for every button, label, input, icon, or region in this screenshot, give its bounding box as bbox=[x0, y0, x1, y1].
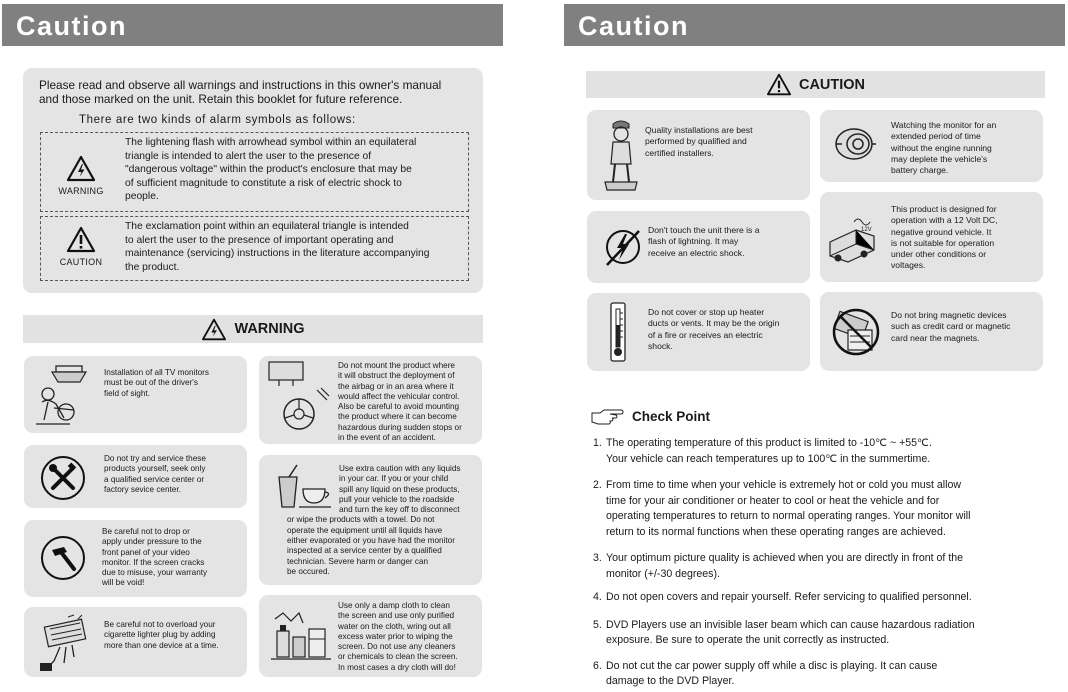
item-number: 4. bbox=[593, 591, 602, 603]
text-line: the screen and use only purified bbox=[338, 611, 455, 621]
text-line: hazardous during sudden stops or bbox=[338, 422, 462, 432]
check-point-line bbox=[593, 551, 975, 567]
intro-box bbox=[23, 68, 483, 293]
text-line: must be out of the driver's bbox=[104, 378, 198, 388]
warning-symbol-text bbox=[125, 136, 416, 204]
warning-card-monitor-sight bbox=[24, 356, 247, 433]
text-line: more than one device at a time. bbox=[104, 640, 219, 650]
text-line: ducts or vents. It may be the origin bbox=[648, 318, 780, 329]
text-line: flash of lightning. It may bbox=[648, 236, 739, 247]
text-line: "dangerous voltage" within the product's enclosure that may be bbox=[125, 164, 412, 176]
text-line: cigarette lighter plug by adding bbox=[104, 630, 216, 640]
text-line: From time to time when your vehicle is extremely hot or cold you must allow bbox=[606, 479, 962, 491]
lighter-plug-icon bbox=[38, 613, 94, 673]
text-line: return to its normal functions when these operating ranges are achieved. bbox=[606, 525, 946, 538]
caution-card-text bbox=[891, 204, 998, 272]
text-line: will be void! bbox=[102, 578, 145, 588]
warning-symbol-label: WARNING bbox=[58, 186, 104, 196]
text-line: Be careful not to drop or bbox=[102, 527, 190, 536]
text-line: receive an electric shock. bbox=[648, 247, 745, 258]
check-point-title: Check Point bbox=[632, 409, 711, 424]
text-line: certified installers. bbox=[645, 147, 714, 158]
text-line: such as credit card or magnetic bbox=[891, 321, 1011, 332]
thermometer-icon bbox=[609, 301, 627, 363]
text-line: front panel of your video bbox=[102, 547, 190, 557]
text-line: Don't touch the unit there is a bbox=[648, 225, 760, 235]
text-line: monitor. If the screen cracks bbox=[102, 557, 205, 567]
alarm-heading: There are two kinds of alarm symbols as follows: bbox=[79, 114, 356, 126]
text-line: Watching the monitor for an bbox=[891, 120, 997, 130]
caution-card-battery bbox=[820, 110, 1043, 182]
item-number: 5. bbox=[593, 618, 602, 631]
text-line: operating temperatures to return to normal operating ranges. Your monitor will bbox=[606, 510, 971, 522]
text-line: time for your air conditioner or heater to cool or heat the vehicle and for bbox=[606, 494, 940, 507]
text-line: extended period of time bbox=[891, 131, 981, 142]
text-line: of sufficient magnitude to constitute a risk of electric shock to bbox=[125, 177, 402, 189]
text-line: Do not try and service these bbox=[104, 454, 206, 463]
text-line: excess water prior to wiping the bbox=[338, 631, 453, 641]
engine-icon bbox=[832, 124, 878, 164]
intro-line-2: and those marked on the unit. Retain this booklet for future reference. bbox=[39, 92, 403, 106]
check-point-item bbox=[593, 659, 975, 690]
text-line: Do not bring magnetic devices bbox=[891, 310, 1007, 320]
text-line: The exclamation point within an equilateral triangle is intended bbox=[125, 221, 409, 232]
text-line: Also be careful to avoid mounting bbox=[338, 402, 460, 412]
caution-card-installers bbox=[587, 110, 810, 200]
caution-card-lightning bbox=[587, 211, 810, 283]
text-line: negative ground vehicle. It bbox=[891, 226, 992, 237]
caution-card-magnetic bbox=[820, 292, 1043, 371]
tools-icon bbox=[40, 455, 86, 501]
warning-card-text bbox=[338, 361, 462, 443]
check-point-line bbox=[593, 436, 975, 452]
text-line: and turn the key off to disconnect bbox=[339, 505, 460, 515]
text-line: people. bbox=[125, 191, 159, 203]
check-point-item bbox=[593, 618, 975, 649]
caution-card-text bbox=[645, 125, 752, 159]
text-line: maintenance (servicing) instructions in the literature accompanying bbox=[125, 248, 430, 260]
item-number: 6. bbox=[593, 659, 602, 672]
text-line: triangle is intended to alert the user to the presence of bbox=[125, 150, 372, 162]
text-line: the product. bbox=[125, 261, 180, 273]
text-line: Quality installations are best bbox=[645, 125, 753, 135]
caution-card-12v bbox=[820, 192, 1043, 282]
no-magnet-icon bbox=[828, 304, 884, 360]
check-point-line bbox=[593, 478, 975, 494]
text-line: Do not cover or stop up heater bbox=[648, 307, 765, 317]
check-point-item bbox=[593, 436, 975, 467]
text-line: Do not mount the product where bbox=[338, 361, 455, 370]
caution-symbol-box bbox=[40, 216, 469, 281]
check-point-line bbox=[593, 618, 975, 634]
text-line: due to misuse, your warranty bbox=[102, 568, 208, 578]
text-line: battery charge. bbox=[891, 165, 949, 176]
text-line: DVD Players use an invisible laser beam which can cause hazardous radiation bbox=[606, 618, 975, 631]
text-line: apply under pressure to the bbox=[102, 537, 202, 547]
text-line: screen. Do not use any cleaners bbox=[338, 642, 456, 652]
intro-line-1: Please read and observe all warnings and instructions in this owner's manual bbox=[39, 78, 442, 92]
text-line: would affect the vehicular control. bbox=[338, 391, 460, 401]
text-line: factory sevice center. bbox=[104, 484, 181, 494]
text-line: Installation of all TV monitors bbox=[104, 368, 209, 377]
warning-card-liquids bbox=[259, 455, 482, 585]
driver-monitor-icon bbox=[30, 362, 96, 428]
pointing-hand-icon bbox=[590, 409, 624, 425]
installer-icon bbox=[601, 118, 641, 194]
text-line: a qualified service center or bbox=[104, 474, 205, 484]
warning-card-text bbox=[338, 601, 458, 673]
item-number: 2. bbox=[593, 479, 602, 491]
text-line: The lightening flash with arrowhead symbol within an equilateral bbox=[125, 137, 417, 148]
text-line: operate the equipment until all liquids have bbox=[287, 525, 443, 535]
warning-card-lighter bbox=[24, 607, 247, 677]
check-point-item bbox=[593, 551, 975, 582]
text-line: Use extra caution with any liquids bbox=[339, 464, 461, 473]
no-touch-lightning-icon bbox=[601, 225, 645, 269]
warning-card-text bbox=[102, 527, 207, 589]
item-number: 1. bbox=[593, 437, 602, 449]
check-point-item bbox=[593, 478, 975, 540]
text-line: water on the cloth, wring out all bbox=[338, 621, 451, 631]
warning-band bbox=[23, 315, 483, 343]
left-page-header: Caution bbox=[2, 4, 503, 46]
airbag-icon bbox=[265, 360, 335, 440]
text-line: technician. Severe harm or danger can bbox=[287, 556, 429, 566]
check-point-list bbox=[593, 436, 975, 690]
text-line: without the engine running bbox=[891, 142, 992, 153]
exclamation-triangle-icon bbox=[766, 73, 792, 96]
caution-symbol-label: CAUTION bbox=[59, 257, 103, 267]
voltage-badge: 12V bbox=[861, 227, 872, 233]
check-point-line bbox=[593, 659, 975, 675]
cleaning-icon bbox=[269, 609, 333, 663]
text-line: of a fire or receives an electric bbox=[648, 329, 763, 340]
text-line: Your optimum picture quality is achieved when you are directly in front of the bbox=[606, 552, 964, 564]
text-line: to alert the user to the presence of important operating and bbox=[125, 234, 394, 246]
text-line: shock. bbox=[648, 340, 673, 351]
text-line: Do not open covers and repair yourself. Refer servicing to qualified personnel. bbox=[606, 591, 972, 603]
caution-symbol-text bbox=[125, 220, 429, 274]
caution-title: CAUTION bbox=[798, 76, 866, 93]
warning-card-text bbox=[104, 454, 206, 495]
exclamation-triangle-icon bbox=[66, 226, 96, 253]
text-line: is not suitable for operation bbox=[891, 237, 995, 248]
warning-card-airbag bbox=[259, 356, 482, 444]
text-line: the product where it can become bbox=[338, 412, 457, 422]
warning-card-text bbox=[104, 620, 219, 651]
text-line: or wipe the products with a towel. Do not bbox=[287, 515, 435, 525]
warning-symbol-box bbox=[40, 132, 469, 212]
caution-card-text bbox=[891, 310, 1010, 344]
warning-card-text bbox=[104, 368, 209, 399]
item-number: 3. bbox=[593, 552, 602, 564]
caution-card-heater bbox=[587, 293, 810, 371]
truck-12v-icon bbox=[826, 212, 884, 266]
check-point-item bbox=[593, 590, 975, 606]
lightning-triangle-icon bbox=[66, 155, 96, 182]
text-line: products yourself, seek only bbox=[104, 464, 206, 474]
text-line: In most cases a dry cloth will do! bbox=[338, 662, 456, 672]
caution-card-text bbox=[648, 307, 779, 352]
warning-card-service bbox=[24, 445, 247, 508]
right-page-header: Caution bbox=[564, 4, 1065, 46]
text-line: in the event of an accident. bbox=[338, 433, 436, 443]
text-line: This product is designed for bbox=[891, 204, 997, 214]
text-line: exposure. Be sure to operate the unit correctly as instructed. bbox=[606, 634, 890, 646]
text-line: either evaporated or you have had the monitor bbox=[287, 536, 455, 546]
warning-card-drop bbox=[24, 520, 247, 597]
caution-card-text bbox=[648, 225, 760, 259]
text-line: Use only a damp cloth to clean bbox=[338, 601, 450, 610]
text-line: under other conditions or bbox=[891, 249, 987, 260]
warning-card-text bbox=[287, 464, 461, 577]
text-line: it will obstruct the deployment of bbox=[338, 371, 455, 381]
check-point-line bbox=[593, 590, 975, 606]
text-line: Your vehicle can reach temperatures up to 100℃ in the summertime. bbox=[606, 452, 931, 465]
text-line: in your car. If you or your child bbox=[339, 474, 449, 484]
caution-band bbox=[586, 71, 1045, 98]
text-line: voltages. bbox=[891, 260, 926, 271]
text-line: field of sight. bbox=[104, 388, 150, 398]
text-line: Be careful not to overload your bbox=[104, 620, 216, 629]
text-line: Do not cut the car power supply off while a disc is playing. It can cause bbox=[606, 659, 938, 672]
text-line: pull your vehicle to the roadside bbox=[339, 494, 455, 504]
text-line: card near the magnets. bbox=[891, 332, 980, 343]
text-line: be occured. bbox=[287, 566, 330, 576]
text-line: monitor (+/-30 degrees). bbox=[606, 567, 720, 580]
text-line: performed by qualified and bbox=[645, 136, 747, 147]
text-line: The operating temperature of this product is limited to -10℃ ~ +55℃. bbox=[606, 437, 932, 449]
text-line: may deplete the vehicle's bbox=[891, 153, 988, 164]
hammer-icon bbox=[40, 535, 86, 581]
text-line: spill any liquid on these products, bbox=[339, 484, 460, 494]
text-line: damage to the DVD Player. bbox=[606, 675, 735, 687]
text-line: operation with a 12 Volt DC, bbox=[891, 215, 998, 226]
text-line: or chemicals to clean the screen. bbox=[338, 652, 458, 662]
text-line: inspected at a service center by a qualified bbox=[287, 546, 442, 556]
warning-card-cleaning bbox=[259, 595, 482, 677]
text-line: the airbag or in an area where it bbox=[338, 381, 454, 391]
lightning-triangle-icon bbox=[201, 318, 227, 341]
warning-title: WARNING bbox=[234, 321, 305, 337]
caution-card-text bbox=[891, 120, 996, 176]
